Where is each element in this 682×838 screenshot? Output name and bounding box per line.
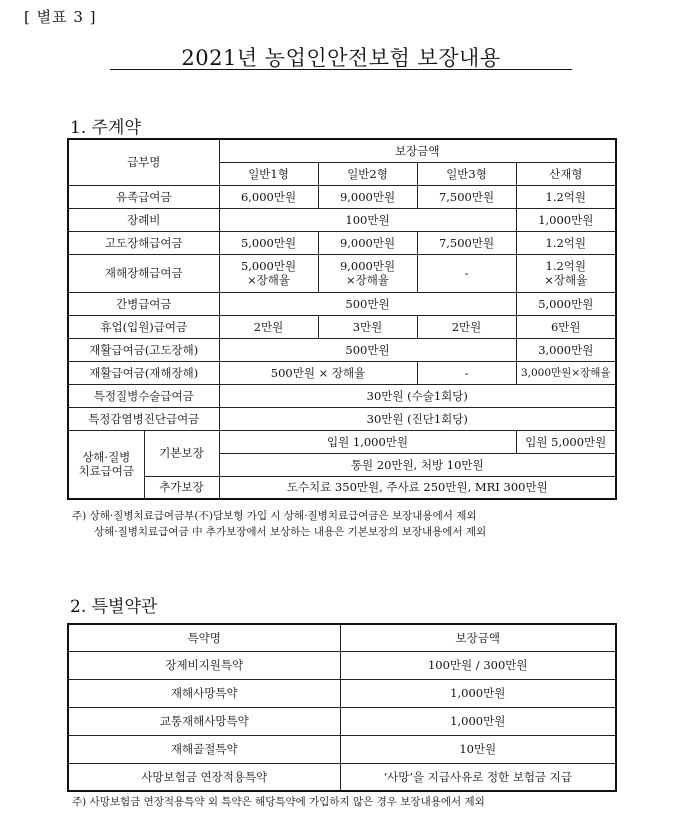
table-row [68, 292, 616, 315]
treatment-group-label: 상해·질병 치료급여금 [68, 430, 144, 499]
benefit-name: 재활급여금(고도장해) [68, 338, 219, 361]
cell-value: 9,000만원 [318, 185, 417, 208]
table-row [68, 407, 616, 430]
section2-heading: 2. 특별약관 [70, 597, 158, 617]
cell-value: 5,000만원 [516, 292, 616, 315]
table-row [68, 208, 616, 231]
cell-value: 통원 20만원, 처방 10만원 [219, 453, 616, 476]
table-row [68, 707, 616, 735]
benefit-name: 고도장해급여금 [68, 231, 219, 254]
plan-header-1: 일반1형 [219, 162, 318, 185]
table-row [68, 430, 616, 453]
benefit-name: 유족급여금 [68, 185, 219, 208]
page-title: 2021년 농업인안전보험 보장내용 [181, 46, 501, 70]
rider-amount: 1,000만원 [340, 707, 616, 735]
table-row [68, 679, 616, 707]
rider-name: 재해골절특약 [68, 735, 340, 763]
main-contract-table [67, 138, 617, 500]
cell-value: 3,000만원×장해율 [516, 361, 616, 384]
cell-value: 입원 5,000만원 [516, 430, 616, 453]
cell-value: 3만원 [318, 315, 417, 338]
cell-value: 9,000만원 [318, 231, 417, 254]
rider-name: 사망보험금 연장적용특약 [68, 763, 340, 791]
special-terms-table [67, 623, 617, 792]
cell-value: 1.2억원 [516, 185, 616, 208]
cell-value: 2만원 [219, 315, 318, 338]
cell-value: 1.2억원 [516, 231, 616, 254]
cell-value: 30만원 (진단1회당) [219, 407, 616, 430]
cell-value: 6만원 [516, 315, 616, 338]
table-row [68, 361, 616, 384]
cell-value: 입원 1,000만원 [219, 430, 516, 453]
cell-value: 6,000만원 [219, 185, 318, 208]
plan-header-3: 일반3형 [417, 162, 516, 185]
cell-value: 100만원 [219, 208, 516, 231]
table-row [68, 763, 616, 791]
col-amount-header: 보장금액 [219, 139, 616, 162]
table-row [68, 384, 616, 407]
table-row [68, 315, 616, 338]
benefit-name: 특정질병수술급여금 [68, 384, 219, 407]
benefit-name: 재해장해급여금 [68, 254, 219, 292]
rider-amount: 100만원 / 300만원 [340, 651, 616, 679]
title-underline [110, 69, 572, 70]
benefit-name: 재활급여금(재해장해) [68, 361, 219, 384]
plan-header-4: 산재형 [516, 162, 616, 185]
cell-value: 도수치료 350만원, 주사료 250만원, MRI 300만원 [219, 476, 616, 499]
cell-value: 500만원 × 장해율 [219, 361, 417, 384]
benefit-name: 휴업(입원)급여금 [68, 315, 219, 338]
section2-note: 주) 사망보험금 연장적용특약 외 특약은 해당특약에 가입하지 않은 경우 보장내용에서 제외 [72, 796, 485, 808]
extra-coverage-label: 추가보장 [144, 476, 219, 499]
document-label: [ 별표 3 ] [24, 8, 97, 26]
rider-name: 장제비지원특약 [68, 651, 340, 679]
cell-value: 1,000만원 [516, 208, 616, 231]
table-row [68, 231, 616, 254]
cell-value: 5,000만원 [219, 231, 318, 254]
table-row [68, 735, 616, 763]
basic-coverage-label: 기본보장 [144, 430, 219, 476]
table-row [68, 185, 616, 208]
table-row [68, 338, 616, 361]
table-row [68, 476, 616, 499]
cell-value: 3,000만원 [516, 338, 616, 361]
cell-value: 30만원 (수술1회당) [219, 384, 616, 407]
cell-value: 500만원 [219, 292, 516, 315]
rider-name: 재해사망특약 [68, 679, 340, 707]
section1-note-2: 상해·질병치료급여금 中 추가보장에서 보상하는 내용은 기본보장의 보장내용에서 제외 [94, 526, 487, 538]
rider-name: 교통재해사망특약 [68, 707, 340, 735]
section1-heading: 1. 주계약 [70, 118, 141, 138]
benefit-name: 장례비 [68, 208, 219, 231]
cell-value: 5,000만원 ×장해율 [219, 254, 318, 292]
cell-value: 2만원 [417, 315, 516, 338]
cell-value: 7,500만원 [417, 231, 516, 254]
cell-value: - [417, 254, 516, 292]
rider-amount: ‘사망’을 지급사유로 정한 보험금 지급 [340, 763, 616, 791]
plan-header-2: 일반2형 [318, 162, 417, 185]
cell-value: - [417, 361, 516, 384]
col-amount-header: 보장금액 [340, 624, 616, 651]
benefit-name: 간병급여금 [68, 292, 219, 315]
cell-value: 1.2억원 ×장해율 [516, 254, 616, 292]
table-row [68, 651, 616, 679]
cell-value: 9,000만원 ×장해율 [318, 254, 417, 292]
cell-value: 500만원 [219, 338, 516, 361]
benefit-name: 특정감염병진단급여금 [68, 407, 219, 430]
cell-value: 7,500만원 [417, 185, 516, 208]
rider-amount: 10만원 [340, 735, 616, 763]
rider-amount: 1,000만원 [340, 679, 616, 707]
col-name-header: 특약명 [68, 624, 340, 651]
col-benefit-header: 급부명 [68, 139, 219, 185]
table-row [68, 254, 616, 292]
section1-note-1: 주) 상해·질병치료급여금부(不)담보형 가입 시 상해·질병치료급여금은 보장내용에서 제외 [72, 510, 477, 522]
